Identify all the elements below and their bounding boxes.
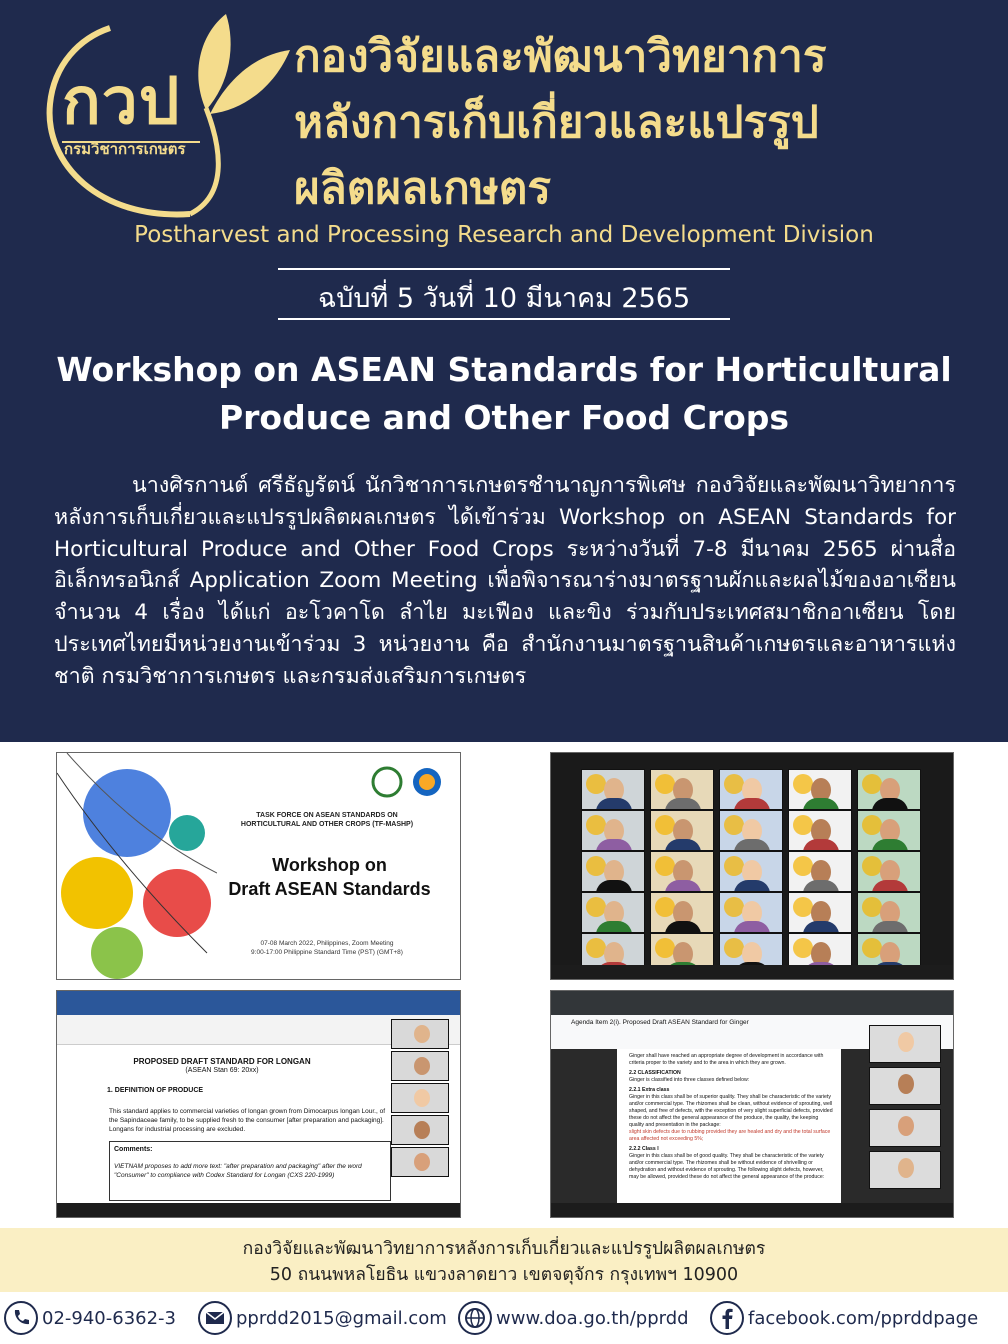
- longan-section: 1. DEFINITION OF PRODUCE: [107, 1087, 204, 1094]
- title-line-2: หลังการเก็บเกี่ยวและแปรรูป: [294, 97, 819, 148]
- slide-title-line-2: Draft ASEAN Standards: [228, 879, 431, 899]
- slide-title-line-1: Workshop on: [272, 855, 387, 875]
- zoom-toolbar: [551, 1203, 953, 1217]
- longan-paragraph: This standard applies to commercial varieties of longan grown from Dimocarpus longan Lour., of the Sapindaceae family, to be supplied fresh to the consumer [after preparation and packaging]. Longans for industrial processing are excluded.: [109, 1108, 386, 1133]
- participant-tile: [650, 892, 714, 933]
- participant-thumbnail: [391, 1115, 449, 1145]
- article-title-line-2: Produce and Other Food Crops: [218, 398, 790, 437]
- comments-box: [109, 1141, 391, 1201]
- participant-thumbnail: [391, 1019, 449, 1049]
- article-body: นางศิรกานต์ ศรีธัญรัตน์ นักวิชาการเกษตรชำนาญการพิเศษ กองวิจัยและพัฒนาวิทยาการหลังการเก็บเกี่ยวและแปรรูปผลิตผลเกษตร ได้เข้าร่วม Workshop on ASEAN Standards for Horticultural Produce and Other Food Crops ระหว่างวันที่ 7-8 มีนาคม 2565 ผ่านสื่ออิเล็กทรอนิกส์ Application Zoom Meeting เพื่อพิจารณาร่างมาตรฐานผักและผลไม้ของอาเซียน จำนวน 4 เรื่อง ได้แก่ อะโวคาโด ลำไย มะเฟือง และขิง ร่วมกับประเทศสมาชิกอาเซียน โดยประเทศไทยมีหน่วยงานเข้าร่วม 3 หน่วยงาน คือ สำนักงานมาตรฐานสินค้าเกษตรและอาหารแห่งชาติ กรมวิชาการเกษตร และกรมส่งเสริมการเกษตร: [54, 473, 957, 689]
- participant-tile: [581, 851, 645, 892]
- comments-label: Comments:: [114, 1146, 153, 1153]
- globe-icon: [458, 1301, 492, 1335]
- email-icon: [198, 1301, 232, 1335]
- word-page: [57, 1045, 387, 1205]
- zoom-toolbar: [57, 1203, 460, 1217]
- participant-thumbnail: [391, 1051, 449, 1081]
- ginger-bullet: slight skin defects due to rubbing provided they are healed and dry and the total surface area affected not exceeding 5%;: [629, 1129, 831, 1142]
- email-address: pprdd2015@gmail.com: [236, 1307, 447, 1329]
- participant-thumbnail: [869, 1025, 941, 1063]
- photo-zoom-gallery: [550, 752, 954, 980]
- participant-tile: [857, 892, 921, 933]
- website-url: www.doa.go.th/pprdd: [496, 1307, 689, 1329]
- issue-rule-bottom: [278, 318, 730, 320]
- issue-rule-top: [278, 268, 730, 270]
- participant-tile: [788, 851, 852, 892]
- participant-tile: [788, 769, 852, 810]
- participant-tile: [719, 769, 783, 810]
- participant-thumbnail: [869, 1151, 941, 1189]
- contact-website[interactable]: [458, 1300, 689, 1336]
- participant-strip: [869, 1025, 941, 1191]
- logos-pair: [369, 765, 447, 799]
- photo-ginger-document: [550, 990, 954, 1218]
- ginger-h1: 2.2 CLASSIFICATION: [629, 1070, 681, 1076]
- participant-tile: [719, 892, 783, 933]
- slide-date-line-2: 9:00-17:00 Philippine Standard Time (PST) (GMT+8): [251, 949, 403, 956]
- slide-task-line-1: TASK FORCE ON ASEAN STANDARDS ON: [256, 812, 398, 819]
- contact-bar: [0, 1292, 1008, 1344]
- participant-thumbnail: [869, 1109, 941, 1147]
- title-line-3: ผลิตผลเกษตร: [294, 163, 551, 214]
- phone-icon: [4, 1301, 38, 1335]
- article-title-line-1: Workshop on ASEAN Standards for Horticultural: [56, 350, 952, 389]
- contact-email[interactable]: [198, 1300, 447, 1336]
- footer-address: [0, 1228, 1008, 1292]
- contact-facebook[interactable]: [710, 1300, 978, 1336]
- photo-workshop-slide: [56, 752, 461, 980]
- participant-tile: [788, 892, 852, 933]
- participant-tile: [581, 769, 645, 810]
- participant-thumbnail: [391, 1083, 449, 1113]
- contact-phone[interactable]: [4, 1300, 176, 1336]
- footer-address-line: 50 ถนนพหลโยธิน แขวงลาดยาว เขตจตุจักร กรุงเทพฯ 10900: [269, 1265, 739, 1285]
- ginger-h3: 2.2.2 Class I: [629, 1146, 659, 1152]
- facebook-page: facebook.com/pprddpage: [748, 1307, 979, 1329]
- participant-tile: [857, 810, 921, 851]
- participant-tile: [650, 810, 714, 851]
- division-title-thai: [294, 24, 994, 222]
- photo-longan-document: [56, 990, 461, 1218]
- participant-tile: [857, 769, 921, 810]
- issue-date: ฉบับที่ 5 วันที่ 10 มีนาคม 2565: [317, 283, 691, 314]
- floral-decoration: [57, 753, 217, 980]
- participant-thumbnail: [391, 1147, 449, 1177]
- ginger-text-3: Ginger in this class shall be of superior quality. They shall be characteristic of the variety and/or commercial type. The rhizomes shall be clean, without evidence of sprouting, well shaped, and free of defects, with the exception of very slight superficial defects, provided these do not affect the general appearance of the produce, the quality, the keeping quality and presentation in the package:: [629, 1094, 833, 1128]
- vietnam-comment: VIETNAM proposes to add more text: "after preparation and packaging" after the word "Consumer" to compliance with Codex Standard for Longan (CXS 220-1999): [114, 1163, 362, 1179]
- slide-date-line-1: 07-08 March 2022, Philippines, Zoom Meeting: [260, 940, 394, 947]
- division-title-english: Postharvest and Processing Research and Development Division: [134, 222, 874, 248]
- slide-task-line-2: HORTICULTURAL AND OTHER CROPS (TF-MASHP): [240, 821, 414, 828]
- title-line-1: กองวิจัยและพัฒนาวิทยาการ: [294, 31, 827, 82]
- longan-subheading: (ASEAN Stan 69: 20xx): [185, 1067, 259, 1074]
- phone-number: 02-940-6362-3: [42, 1307, 177, 1329]
- participant-tile: [581, 810, 645, 851]
- longan-heading: PROPOSED DRAFT STANDARD FOR LONGAN: [133, 1057, 311, 1066]
- slide-task-force: [217, 811, 437, 829]
- ginger-doc-title: Agenda Item 2(i). Proposed Draft ASEAN Standard for Ginger: [571, 1019, 749, 1026]
- participant-strip: [391, 1019, 449, 1179]
- footer-org: กองวิจัยและพัฒนาวิทยาการหลังการเก็บเกี่ยวและแปรรูปผลิตผลเกษตร: [242, 1239, 766, 1259]
- participant-tile: [719, 810, 783, 851]
- word-ribbon: [57, 991, 461, 1015]
- participant-thumbnail: [869, 1067, 941, 1105]
- slide-date: [217, 939, 437, 957]
- participant-tile: [650, 769, 714, 810]
- participant-tile: [857, 851, 921, 892]
- ginger-h2: 2.2.1 Extra class: [629, 1087, 670, 1093]
- docs-page: [617, 1049, 841, 1205]
- ginger-text: [629, 1053, 833, 1181]
- ginger-text-2: Ginger is classified into three classes defined below:: [629, 1077, 750, 1083]
- zoom-toolbar: [551, 965, 953, 979]
- ginger-text-4: Ginger in this class shall be of good quality. They shall be characteristic of the variety and/or commercial type. The rhizomes shall be without evidence of shrivelling or dehydration and without evidence of sprouting. The following slight defects, however, may be allowed, provided these do not affect the general appearance of the produce:: [629, 1153, 825, 1180]
- participant-tile: [650, 851, 714, 892]
- facebook-icon: [710, 1301, 744, 1335]
- participant-tile: [581, 892, 645, 933]
- participant-tile: [719, 851, 783, 892]
- article-title: [30, 346, 978, 442]
- browser-tabs: [551, 991, 954, 1015]
- ginger-text-1: Ginger shall have reached an appropriate degree of development in accordance with criteria proper to the variety and to the area in which they are grown.: [629, 1053, 824, 1066]
- participant-tile: [788, 810, 852, 851]
- slide-title: [207, 853, 452, 901]
- logo-subtitle: กรมวิชาการเกษตร: [64, 140, 186, 158]
- logo-wordmark: กวป: [62, 65, 181, 139]
